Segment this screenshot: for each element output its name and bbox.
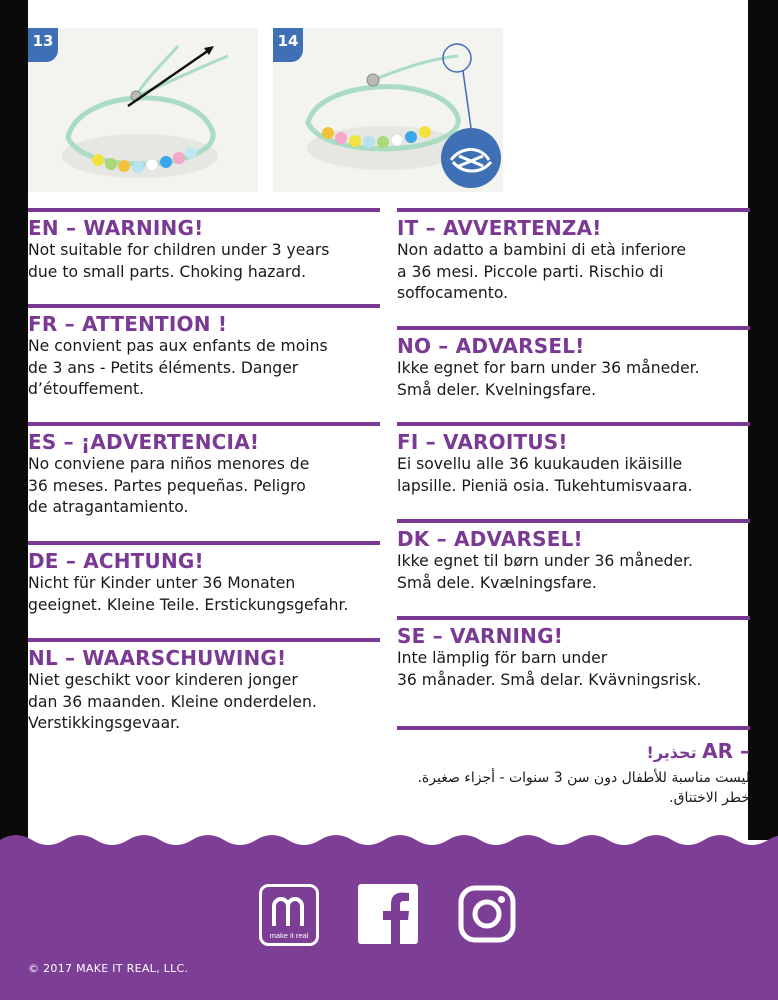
warning-text: ليست مناسبة للأطفال دون سن 3 سنوات - أجزاء صغيرة. خطر الاختناق. bbox=[417, 770, 750, 806]
section-divider bbox=[28, 208, 380, 212]
warning-heading: ES – ¡ADVERTENCIA! bbox=[28, 430, 260, 454]
warning-ar bbox=[397, 726, 750, 808]
bracelet-pull-cord-illustration bbox=[28, 28, 258, 192]
section-divider bbox=[397, 422, 750, 426]
logo-text: make it real bbox=[269, 931, 309, 940]
section-divider bbox=[28, 304, 380, 308]
warning-fr bbox=[28, 304, 380, 401]
section-divider bbox=[397, 616, 750, 620]
warning-heading: IT – AVVERTENZA! bbox=[397, 216, 602, 240]
section-divider bbox=[28, 422, 380, 426]
section-divider bbox=[28, 541, 380, 545]
section-divider bbox=[397, 726, 750, 730]
warning-nl bbox=[28, 638, 380, 735]
warning-text: Nicht für Kinder unter 36 Monaten geeignet. Kleine Teile. Erstickungsgefahr. bbox=[28, 574, 349, 614]
warning-heading: NO – ADVARSEL! bbox=[397, 334, 585, 358]
bracelet-knot-illustration bbox=[273, 28, 503, 192]
warning-en bbox=[28, 208, 380, 283]
warning-heading: FI – VAROITUS! bbox=[397, 430, 568, 454]
step-13-photo bbox=[28, 28, 258, 192]
warning-text: No conviene para niños menores de 36 meses. Partes pequeñas. Peligro de atragantamiento. bbox=[28, 455, 310, 516]
arabic-heading: تحذير! bbox=[646, 743, 697, 762]
warning-heading: NL – WAARSCHUWING! bbox=[28, 646, 287, 670]
warning-no bbox=[397, 326, 750, 401]
warning-de bbox=[28, 541, 380, 616]
section-divider bbox=[28, 638, 380, 642]
section-divider bbox=[397, 519, 750, 523]
warning-text: Not suitable for children under 3 years due to small parts. Choking hazard. bbox=[28, 241, 330, 281]
warning-heading bbox=[397, 740, 750, 764]
warning-heading: EN – WARNING! bbox=[28, 216, 204, 240]
warning-heading: FR – ATTENTION ! bbox=[28, 312, 228, 336]
warning-text: Ikke egnet for barn under 36 måneder. Små deler. Kvelningsfare. bbox=[397, 359, 700, 399]
right-border-bar bbox=[748, 0, 778, 840]
warning-text: Ne convient pas aux enfants de moins de 3 ans - Petits éléments. Danger d’étouffement. bbox=[28, 337, 328, 398]
warning-heading: SE – VARNING! bbox=[397, 624, 564, 648]
warning-fi bbox=[397, 422, 750, 497]
copyright-notice: © 2017 MAKE IT REAL, LLC. bbox=[28, 962, 189, 975]
warning-es bbox=[28, 422, 380, 519]
warning-se bbox=[397, 616, 750, 691]
warning-heading: DE – ACHTUNG! bbox=[28, 549, 204, 573]
step-number-badge: 13 bbox=[28, 28, 58, 62]
make-it-real-logo[interactable] bbox=[259, 884, 319, 950]
warning-text: Niet geschikt voor kinderen jonger dan 36 maanden. Kleine onderdelen. Verstikkingsgevaar. bbox=[28, 671, 317, 732]
instagram-icon[interactable] bbox=[457, 884, 517, 948]
warning-text: Ei sovellu alle 36 kuukauden ikäisille lapsille. Pieniä osia. Tukehtumisvaara. bbox=[397, 455, 693, 495]
warning-it bbox=[397, 208, 750, 305]
facebook-icon[interactable] bbox=[358, 884, 418, 948]
warning-text: Ikke egnet til børn under 36 måneder. Små dele. Kvælningsfare. bbox=[397, 552, 693, 592]
left-border-bar bbox=[0, 0, 28, 840]
step-14-photo bbox=[273, 28, 503, 192]
section-divider bbox=[397, 208, 750, 212]
step-number-badge: 14 bbox=[273, 28, 303, 62]
warning-text: Non adatto a bambini di età inferiore a 36 mesi. Piccole parti. Rischio di soffocamento. bbox=[397, 241, 686, 302]
warning-heading: DK – ADVARSEL! bbox=[397, 527, 583, 551]
language-code: AR – bbox=[702, 739, 750, 763]
warning-text: Inte lämplig för barn under 36 månader. Små delar. Kvävningsrisk. bbox=[397, 649, 702, 689]
warning-dk bbox=[397, 519, 750, 594]
section-divider bbox=[397, 326, 750, 330]
